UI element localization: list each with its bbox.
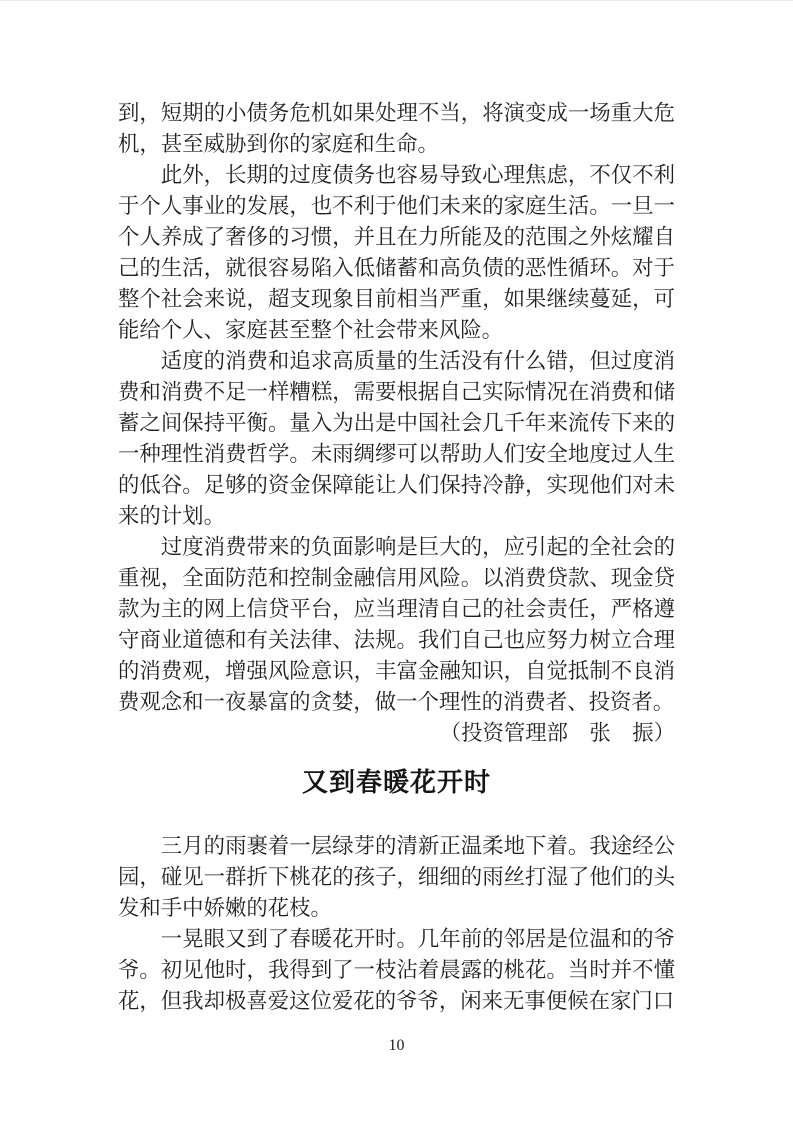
essay1-continuation-paragraph: 到，短期的小债务危机如果处理不当，将演变成一场重大危机，甚至威胁到你的家庭和生命。 xyxy=(118,101,675,156)
body-text-block xyxy=(118,98,675,1017)
essay2-title: 又到春暖花开时 xyxy=(301,768,491,798)
essay1-paragraph-2: 适度的消费和追求高质量的生活没有什么错，但过度消费和消费不足一样糟糕，需要根据自己实际情况在消费和储蓄之间保持平衡。量入为出是中国社会几千年来流传下来的一种理性消费哲学。未雨绸缪可以帮助人们安全地度过人生的低谷。足够的资金保障能让人们保持冷静，实现他们对未来的计划。 xyxy=(118,349,675,528)
page-number: 10 xyxy=(388,1037,405,1054)
essay1-paragraph-3: 过度消费带来的负面影响是巨大的，应引起的全社会的重视，全面防范和控制金融信用风险。以消费贷款、现金贷款为主的网上信贷平台，应当理清自己的社会责任，严格遵守商业道德和有关法律、法规。我们自己也应努力树立合理的消费观，增强风险意识，丰富金融知识，自觉抵制不良消费观念和一夜暴富的贪婪，做一个理性的消费者、投资者。 xyxy=(118,535,675,714)
essay2-paragraph-1: 三月的雨裹着一层绿芽的清新正温柔地下着。我途经公园，碰见一群折下桃花的孩子，细细的雨丝打湿了他们的头发和手中娇嫩的花枝。 xyxy=(118,834,675,920)
essay1-attribution-line: （投资管理部 张 振） xyxy=(439,721,675,745)
essay2-paragraph-2: 一晃眼又到了春暖花开时。几年前的邻居是位温和的爷爷。初见他时，我得到了一枝沾着晨露的桃花。当时并不懂花，但我却极喜爱这位爱花的爷爷，闲来无事便候在家门口 xyxy=(118,927,675,1013)
essay1-paragraph-1: 此外，长期的过度债务也容易导致心理焦虑，不仅不利于个人事业的发展，也不利于他们未来的家庭生活。一旦一个人养成了奢侈的习惯，并且在力所能及的范围之外炫耀自己的生活，就很容易陷入低储蓄和高负债的恶性循环。对于整个社会来说，超支现象目前相当严重，如果继续蔓延，可能给个人、家庭甚至整个社会带来风险。 xyxy=(118,163,675,342)
